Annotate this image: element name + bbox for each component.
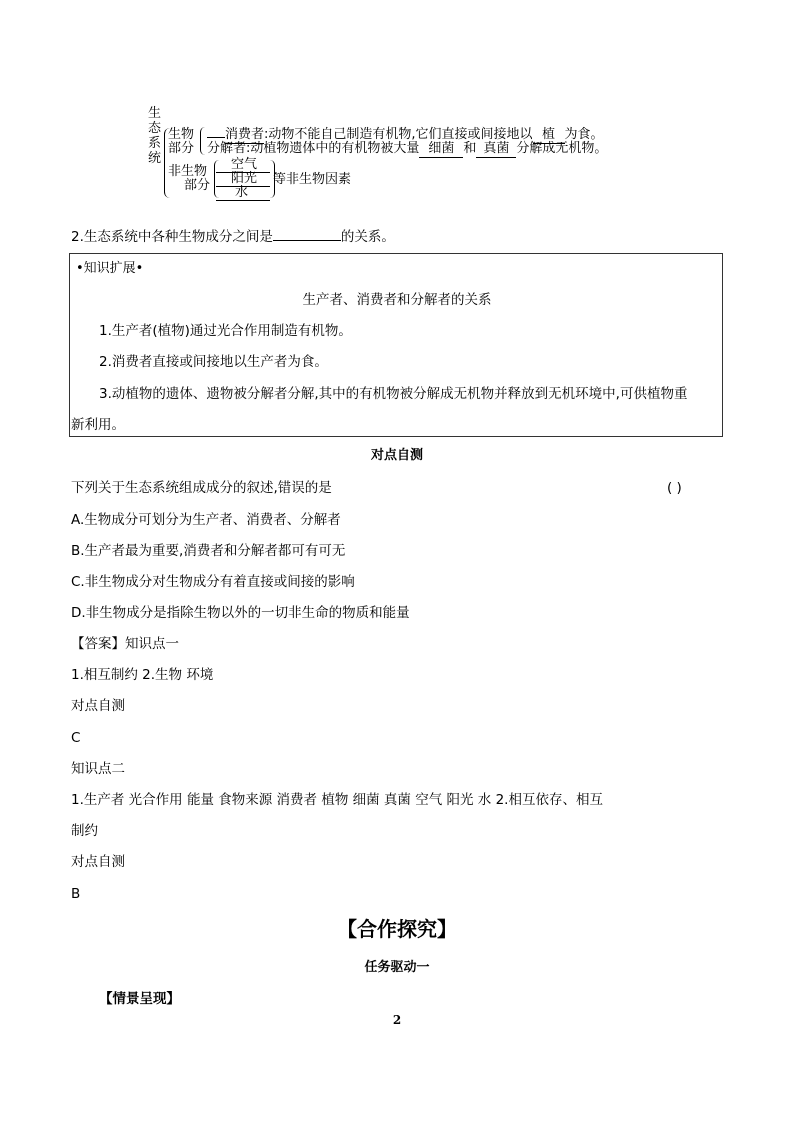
answer-line: 1.生产者 光合作用 能量 食物来源 消费者 植物 细菌 真菌 空气 阳光 水 2.相互依存、相互 xyxy=(71,792,603,808)
option-d: D.非生物成分是指除生物以外的一切非生命的物质和能量 xyxy=(71,605,410,621)
nonbio-part-label: 部分 xyxy=(184,178,211,193)
expand-point: 2.消费者直接或间接地以生产者为食。 xyxy=(99,354,328,370)
answer-header: 【答案】知识点一 xyxy=(71,636,179,652)
expand-title: 生产者、消费者和分解者的关系 xyxy=(302,292,492,308)
section-title: 【合作探究】 xyxy=(337,917,457,941)
answer-value: B xyxy=(71,886,81,902)
question-2: 2.生态系统中各种生物成分之间是 的关系。 xyxy=(71,229,395,245)
nonbio-item: 水 xyxy=(235,185,249,200)
option-b: B.生产者最为重要,消费者和分解者都可有可无 xyxy=(71,543,346,559)
part-label: 部分 xyxy=(168,141,195,156)
decomposer-line: 分解者:动植物遗体中的有机物被大量 细菌 和 真菌 分解成无机物。 xyxy=(207,141,608,156)
diagram-root-char: 生 xyxy=(148,106,162,121)
decomposer-blank-2: 真菌 xyxy=(476,141,516,158)
answer-self-test-label: 对点自测 xyxy=(71,854,125,870)
self-test-question: 下列关于生态系统组成成分的叙述,错误的是 xyxy=(71,480,332,496)
diagram-root-char: 系 xyxy=(148,136,162,151)
expand-point-cont: 新利用。 xyxy=(71,417,125,433)
nonbio-brace xyxy=(214,160,219,198)
self-test-heading: 对点自测 xyxy=(370,448,423,463)
expand-tag: •知识扩展• xyxy=(76,261,144,276)
task-heading: 任务驱动一 xyxy=(364,960,430,975)
nonbio-item: 阳光 xyxy=(231,171,258,186)
answer-line: 1.相互制约 2.生物 环境 xyxy=(71,667,214,683)
diagram-root-char: 态 xyxy=(148,121,162,136)
option-a: A.生物成分可划分为生产者、消费者、分解者 xyxy=(71,512,341,528)
bio-brace xyxy=(200,127,205,155)
answer-paren: ( ) xyxy=(667,480,682,496)
decomposer-blank-1: 细菌 xyxy=(419,141,463,158)
answer-self-test-label: 对点自测 xyxy=(71,698,125,714)
consumer-line: 消费者:动物不能自己制造有机物,它们直接或间接地以 植 为食。 xyxy=(207,127,604,144)
nonbio-label: 非生物 xyxy=(168,164,208,179)
page-number: 2 xyxy=(392,1013,402,1027)
diagram-root-char: 统 xyxy=(148,151,162,166)
nonbio-item: 空气 xyxy=(231,157,258,172)
knowledge-expansion-box xyxy=(69,253,723,437)
expand-point: 3.动植物的遗体、遗物被分解者分解,其中的有机物被分解成无机物并释放到无机环境中,可供植物重 xyxy=(99,386,688,402)
bio-label: 生物 xyxy=(168,127,195,142)
answer-value: C xyxy=(71,730,81,746)
nonbio-tail: 等非生物因素 xyxy=(273,172,352,187)
option-c: C.非生物成分对生物成分有着直接或间接的影响 xyxy=(71,574,355,590)
knowledge-point-2: 知识点二 xyxy=(71,761,125,777)
consumer-term: 消费者 xyxy=(225,127,265,142)
consumer-blank: 植 xyxy=(533,127,565,144)
answer-line-cont: 制约 xyxy=(71,823,98,839)
expand-point: 1.生产者(植物)通过光合作用制造有机物。 xyxy=(99,323,352,339)
scene-heading: 【情景呈现】 xyxy=(99,991,180,1007)
fill-blank xyxy=(273,240,341,241)
